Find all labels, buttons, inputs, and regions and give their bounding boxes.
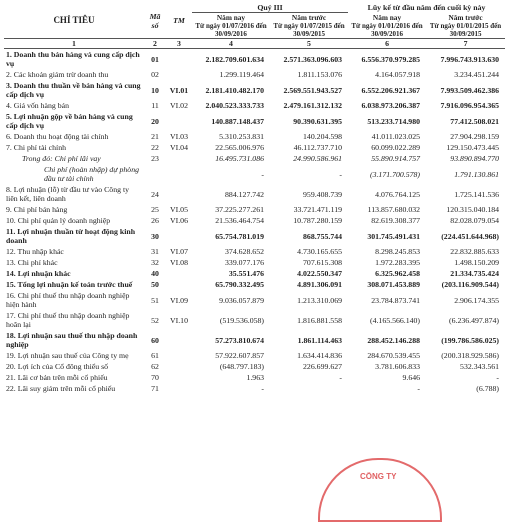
cell-value: 9.036.057.879: [219, 295, 264, 305]
row-label: 9. Chi phí bán hàng: [6, 205, 68, 214]
cell-value: 41.011.023.025: [371, 132, 421, 141]
cell-value: 21.334.735.424: [450, 269, 500, 278]
cell-value: 6.556.370.979.285: [361, 54, 421, 64]
cell-value: 140.887.148.437: [211, 116, 264, 126]
cell-value: 2.479.161.312.132: [283, 101, 343, 110]
cell-value: 57.273.810.674: [215, 335, 264, 345]
cell-value: (4.165.566.140): [369, 315, 421, 325]
cell-value: 4.891.306.091: [297, 280, 343, 289]
cell-value: 532.343.561: [460, 362, 500, 371]
cell-value: 308.071.453.889: [367, 280, 421, 289]
cell-value: 90.390.631.395: [293, 116, 343, 126]
cell-value: 1.498.150.209: [454, 258, 500, 267]
cell-value: -: [417, 384, 421, 393]
table-row: [4, 184, 505, 204]
cell-value: 1.816.881.558: [297, 315, 343, 325]
cell-value: -: [339, 373, 343, 382]
cell-value: (3.171.700.578): [369, 169, 421, 179]
cell-value: 65.754.781.019: [215, 231, 264, 241]
table-row: [4, 350, 505, 361]
cell-value: 22.565.006.976: [215, 143, 264, 152]
cell-value: 9.646: [402, 373, 421, 382]
cell-value: 120.315.040.184: [446, 205, 500, 214]
row-label: Chi phí (hoàn nhập) dự phòng đầu tư tài chính: [44, 165, 139, 183]
row-code: 24: [151, 189, 159, 199]
cell-value: 1.972.283.395: [375, 258, 421, 267]
cell-value: 2.906.174.355: [454, 295, 500, 305]
cell-value: (200.318.929.586): [441, 351, 500, 360]
row-label: 5. Lợi nhuận gộp về bán hàng và cung cấp dịch vụ: [6, 112, 133, 130]
row-note: VI.03: [170, 132, 188, 141]
col-number: 3: [166, 39, 192, 49]
cell-value: [270, 383, 348, 394]
income-statement-table: [4, 3, 505, 394]
cell-value: 82.028.079.054: [450, 216, 500, 225]
row-note: [166, 350, 192, 361]
row-code: 70: [151, 373, 159, 382]
cell-value: 1.861.114.463: [297, 335, 343, 345]
header-period-1: Từ ngày 01/07/2016 đến 30/09/2016: [195, 22, 267, 38]
col-number: 7: [426, 39, 505, 49]
cell-value: 6.325.962.458: [375, 269, 421, 278]
table-row: [4, 268, 505, 279]
cell-value: 2.571.363.096.603: [283, 54, 343, 64]
row-label: 13. Chi phí khác: [6, 258, 58, 267]
cell-value: 5.310.253.831: [219, 132, 264, 141]
row-label: 4. Giá vốn hàng bán: [6, 101, 70, 110]
header-period-2: Từ ngày 01/07/2015 đến 30/09/2015: [273, 22, 345, 38]
cell-value: -: [261, 384, 264, 393]
cell-value: 16.495.731.086: [215, 154, 264, 163]
table-row: [4, 279, 505, 290]
table-row: [4, 69, 505, 80]
row-code: 51: [151, 295, 159, 305]
row-code: 21: [151, 132, 159, 141]
cell-value: 35.551.476: [228, 269, 264, 278]
col-number: 1: [4, 39, 144, 49]
cell-value: 513.233.714.980: [367, 116, 421, 126]
cell-value: 6.038.973.206.387: [361, 101, 421, 110]
row-code: 60: [151, 335, 159, 345]
cell-value: 4.076.764.125: [375, 189, 421, 199]
row-code: 25: [151, 205, 159, 214]
table-body: [4, 49, 505, 395]
cell-value: 1.634.414.836: [297, 351, 343, 360]
cell-value: (6.788): [476, 384, 500, 393]
row-code: 32: [151, 258, 159, 267]
cell-value: 868.755.744: [303, 231, 343, 241]
cell-value: 7.996.743.913.630: [440, 54, 500, 64]
row-code: 40: [151, 269, 159, 278]
row-note: VI.06: [170, 216, 188, 225]
row-note: VI.04: [170, 143, 188, 152]
row-label: 16. Chi phí thuế thu nhập doanh nghiệp hiện hành: [6, 291, 130, 309]
row-label: 18. Lợi nhuận sau thuế thu nhập doanh nghiệp: [6, 331, 138, 349]
cell-value: (648.797.183): [219, 362, 264, 371]
cell-value: 707.615.308: [303, 258, 343, 267]
row-code: 31: [151, 247, 159, 256]
cell-value: 7.916.096.954.365: [440, 101, 500, 110]
row-note: VI.01: [169, 85, 189, 95]
cell-value: 65.790.332.495: [215, 280, 264, 289]
row-label: 20. Lợi ích của Cổ đông thiểu số: [6, 362, 109, 371]
cell-value: (203.116.909.544): [441, 280, 500, 289]
row-label: 19. Lợi nhuận sau thuế của Công ty mẹ: [6, 351, 129, 360]
stamp-text: CÔNG TY: [360, 472, 397, 481]
row-label: 2. Các khoản giảm trừ doanh thu: [6, 70, 109, 79]
row-label: 3. Doanh thu thuần về bán hàng và cung cấp dịch vụ: [6, 81, 141, 99]
col-number: 5: [270, 39, 348, 49]
table-row: [4, 111, 505, 131]
cell-value: 37.225.277.261: [215, 205, 264, 214]
cell-value: 8.298.245.853: [375, 247, 421, 256]
row-code: 22: [151, 143, 159, 152]
cell-value: 24.990.586.961: [293, 154, 343, 163]
cell-value: 55.890.914.757: [371, 154, 421, 163]
cell-value: (6.236.497.874): [449, 315, 500, 325]
row-note: [166, 164, 192, 184]
row-label: 6. Doanh thu hoạt động tài chính: [6, 132, 109, 141]
header-period-3: Từ ngày 01/01/2016 đến 30/09/2016: [351, 22, 423, 38]
cell-value: 1.299.119.464: [219, 70, 264, 79]
row-code: 11: [151, 101, 159, 110]
cell-value: 1.963: [246, 373, 264, 382]
table-row: [4, 142, 505, 153]
row-code: 50: [151, 280, 159, 289]
row-code: 62: [151, 362, 159, 371]
table-row: [4, 131, 505, 142]
row-note: VI.09: [170, 295, 188, 305]
cell-value: 2.569.551.943.527: [283, 85, 343, 95]
cell-value: 113.857.680.032: [367, 205, 421, 214]
cell-value: 140.204.598: [303, 132, 343, 141]
row-note: [166, 383, 192, 394]
cell-value: 2.182.709.601.634: [205, 54, 264, 64]
row-code: 52: [151, 315, 159, 325]
row-note: VI.07: [170, 247, 188, 256]
header-chi-tieu: CHỈ TIÊU: [53, 15, 95, 25]
company-stamp: [318, 458, 442, 522]
table-row: [4, 100, 505, 111]
row-code: 10: [151, 85, 159, 95]
col-number: 4: [192, 39, 270, 49]
cell-value: 93.890.894.770: [450, 154, 500, 163]
header-last-year-ytd: Năm trước: [448, 12, 483, 22]
cell-value: 82.619.308.377: [371, 216, 421, 225]
row-code: 30: [151, 231, 159, 241]
row-note: VI.08: [170, 258, 188, 267]
cell-value: 959.408.739: [303, 189, 343, 199]
row-label: 1. Doanh thu bán hàng và cung cấp dịch vụ: [6, 50, 140, 68]
table-row: [4, 372, 505, 383]
cell-value: 6.552.206.921.367: [361, 85, 421, 95]
row-code: 71: [151, 384, 159, 393]
row-code: 26: [151, 216, 159, 225]
row-note: [166, 111, 192, 131]
cell-value: 1.725.141.536: [454, 189, 500, 199]
table-row: [4, 226, 505, 246]
table-row: [4, 361, 505, 372]
row-code: 02: [151, 70, 159, 79]
header-this-year-q: Năm nay: [216, 13, 246, 22]
row-note: [166, 372, 192, 383]
col-number: 2: [144, 39, 166, 49]
row-note: [166, 153, 192, 164]
cell-value: 33.721.471.119: [293, 205, 343, 214]
table-row: [4, 164, 505, 184]
table-row: [4, 215, 505, 226]
row-label: 15. Tổng lợi nhuận kế toán trước thuế: [6, 280, 133, 289]
cell-value: 339.077.176: [225, 258, 264, 267]
row-code: 61: [151, 351, 159, 360]
cell-value: 226.699.627: [303, 362, 343, 371]
cell-value: 4.022.550.347: [297, 269, 343, 278]
row-note: VI.05: [170, 205, 188, 214]
cell-value: (199.786.586.025): [441, 335, 500, 345]
row-note: [166, 361, 192, 372]
table-row: [4, 80, 505, 100]
row-label: 11. Lợi nhuận thuần từ hoạt động kinh doanh: [6, 227, 136, 245]
row-label: 21. Lãi cơ bản trên mỗi cổ phiếu: [6, 373, 108, 382]
table-row: [4, 49, 505, 70]
table-row: [4, 257, 505, 268]
table-row: [4, 290, 505, 310]
cell-value: 46.112.737.710: [293, 143, 343, 152]
row-label: 10. Chi phí quản lý doanh nghiệp: [6, 216, 111, 225]
cell-value: 77.412.508.021: [450, 116, 500, 126]
row-code: 20: [151, 116, 159, 126]
cell-value: 1.791.130.861: [454, 169, 500, 179]
cell-value: 4.164.057.918: [375, 70, 421, 79]
table-row: [4, 310, 505, 330]
cell-value: 374.628.652: [225, 247, 264, 256]
row-note: [166, 226, 192, 246]
cell-value: 4.730.165.655: [297, 247, 343, 256]
cell-value: 288.452.146.288: [367, 335, 421, 345]
col-number: 6: [348, 39, 426, 49]
row-code: 01: [151, 54, 159, 64]
cell-value: 129.150.473.445: [446, 143, 500, 152]
header-this-year-ytd: Năm nay: [372, 12, 402, 22]
cell-value: (519.536.058): [219, 315, 264, 325]
row-code: [144, 164, 166, 184]
row-note: [166, 184, 192, 204]
table-row: [4, 330, 505, 350]
row-note: [166, 49, 192, 70]
header-period-4: Từ ngày 01/01/2015 đến 30/09/2015: [429, 22, 502, 38]
row-note: [166, 330, 192, 350]
table-row: [4, 383, 505, 394]
row-label: 12. Thu nhập khác: [6, 247, 64, 256]
cell-value: (224.451.644.968): [441, 231, 500, 241]
cell-value: 284.670.539.455: [367, 351, 421, 360]
cell-value: -: [339, 169, 343, 179]
row-label: 7. Chi phí tài chính: [6, 143, 66, 152]
cell-value: -: [261, 169, 264, 179]
header-ytd: Lũy kế từ đầu năm đến cuối kỳ này: [367, 3, 486, 13]
cell-value: 1.213.310.069: [297, 295, 343, 305]
row-note: [166, 279, 192, 290]
cell-value: 60.099.022.289: [371, 143, 421, 152]
row-note: VI.02: [170, 101, 188, 110]
table-row: [4, 153, 505, 164]
cell-value: 23.784.873.741: [371, 295, 421, 305]
cell-value: 10.787.280.159: [293, 216, 343, 225]
cell-value: 301.745.491.431: [367, 231, 421, 241]
cell-value: 57.922.607.857: [215, 351, 264, 360]
row-code: 23: [151, 154, 159, 163]
cell-value: 7.993.509.462.386: [440, 85, 500, 95]
cell-value: 884.127.742: [225, 189, 264, 199]
header-ma-so: Mã số: [149, 11, 161, 30]
row-label: 8. Lợi nhuận (lỗ) từ đầu tư vào Công ty liên kết, liên doanh: [6, 185, 130, 203]
row-note: [166, 69, 192, 80]
header-quarter: Quý III: [192, 3, 348, 13]
cell-value: 2.040.523.333.733: [205, 101, 264, 110]
cell-value: 2.181.410.482.170: [205, 85, 264, 95]
row-note: [166, 268, 192, 279]
row-label: 14. Lợi nhuận khác: [6, 269, 71, 278]
cell-value: 1.811.153.076: [297, 70, 343, 79]
row-label: Trong đó: Chi phí lãi vay: [22, 154, 101, 163]
row-label: 22. Lãi suy giảm trên mỗi cổ phiếu: [6, 384, 116, 393]
cell-value: 3.234.451.244: [454, 70, 500, 79]
cell-value: -: [496, 373, 500, 382]
table-row: [4, 246, 505, 257]
row-label: 17. Chi phí thuế thu nhập doanh nghiệp hoãn lại: [6, 311, 130, 329]
cell-value: 3.781.606.833: [375, 362, 421, 371]
cell-value: 22.832.885.633: [450, 247, 500, 256]
cell-value: 21.536.464.754: [215, 216, 264, 225]
table-row: [4, 204, 505, 215]
header-last-year-q: Năm trước: [291, 13, 327, 22]
header-tm: TM: [173, 16, 185, 25]
row-note: VI.10: [170, 315, 188, 325]
cell-value: 27.904.298.159: [450, 132, 500, 141]
